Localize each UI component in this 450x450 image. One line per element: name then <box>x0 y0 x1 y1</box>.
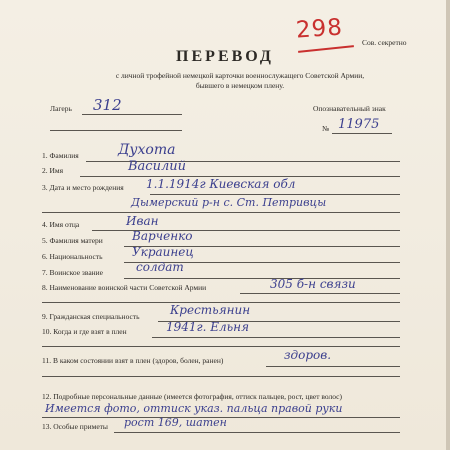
tag-number-value: 11975 <box>338 117 380 132</box>
classification-mark: Сов. секретно <box>362 38 407 47</box>
page-edge <box>446 0 450 450</box>
field-5-value: Варченко <box>132 229 193 243</box>
field-11-line <box>266 366 400 367</box>
field-13-label: 13. Особые приметы <box>42 422 108 431</box>
field-1-label: 1. Фамилия <box>42 151 79 160</box>
field-10-value: 1941г. Ельня <box>166 320 250 334</box>
document-title: ПЕРЕВОД <box>176 48 274 65</box>
field-8-value: 305 б-н связи <box>270 277 356 291</box>
field-3-line <box>150 194 400 195</box>
field-3-value-line2: Дымерский р-н с. Ст. Петривцы <box>131 196 327 209</box>
camp-line-2 <box>50 130 182 131</box>
field-3-label: 3. Дата и место рождения <box>42 183 124 192</box>
tag-line <box>332 133 392 134</box>
field-9-value: Крестьянин <box>170 303 251 317</box>
field-8-label: 8. Наименование воинской части Советской Армии <box>42 283 207 292</box>
field-7-line <box>124 278 400 279</box>
field-13-value: рост 169, шатен <box>124 416 227 429</box>
field-1-value: Духота <box>118 142 176 158</box>
field-3-value: 1.1.1914г Киевская обл <box>146 177 296 191</box>
camp-label: Лагерь <box>50 104 72 113</box>
field-12-label: 12. Подробные персональные данные (имеется фотография, оттиск пальцев, рост, цвет волос) <box>42 392 342 401</box>
subtitle-line-2: бывшего в немецком плену. <box>195 81 285 90</box>
field-8-line <box>240 293 400 294</box>
document-subtitle <box>40 71 440 91</box>
field-10-line <box>152 337 400 338</box>
field-6-label: 6. Национальность <box>42 252 103 261</box>
field-3-line-2 <box>42 212 400 213</box>
tag-label: Опознавательный знак <box>313 104 386 113</box>
field-5-label: 5. Фамилия матери <box>42 236 103 245</box>
field-4-value: Иван <box>126 214 159 228</box>
field-11-value: здоров. <box>284 348 332 362</box>
subtitle-line-1: с личной трофейной немецкой карточки военнослужащего Советской Армии, <box>115 71 365 80</box>
field-13-line <box>114 432 400 433</box>
field-10-label: 10. Когда и где взят в плен <box>42 327 127 336</box>
page-number: 298 <box>295 14 344 44</box>
field-6-value: Украинец <box>132 245 194 259</box>
field-12-value: Имеется фото, оттиск указ. пальца правой руки <box>45 402 343 415</box>
field-11-line-2 <box>42 376 400 377</box>
camp-line <box>82 114 182 115</box>
field-4-label: 4. Имя отца <box>42 220 80 229</box>
field-2-label: 2. Имя <box>42 166 64 175</box>
camp-value: 312 <box>93 96 122 114</box>
field-7-label: 7. Воинское звание <box>42 268 104 277</box>
field-2-value: Василий <box>128 159 186 174</box>
field-11-label: 11. В каком состоянии взят в плен (здоров, болен, ранен) <box>42 356 224 365</box>
field-9-label: 9. Гражданская специальность <box>42 312 140 321</box>
tag-number-prefix: № <box>322 124 330 133</box>
field-10-line-2 <box>42 346 400 347</box>
field-7-value: солдат <box>136 260 184 274</box>
